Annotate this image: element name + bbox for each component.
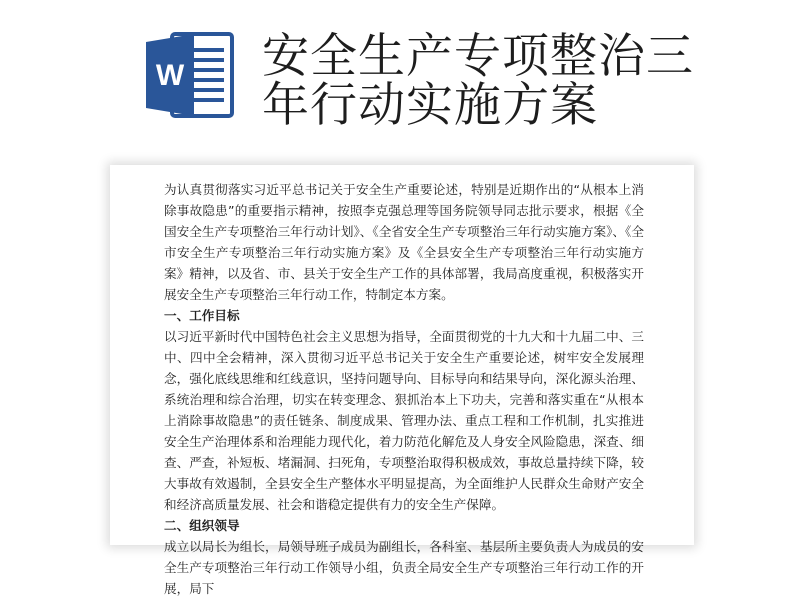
leadership-paragraph: 成立以局长为组长，局领导班子成员为副组长，各科室、基层所主要负责人为成员的安全生产专项整治三年行动工作领导小组，负责全局安全生产专项整治三年行动工作的开展，局下	[164, 539, 644, 596]
document-page	[110, 165, 694, 596]
section-heading-leadership: 二、组织领导	[164, 518, 240, 533]
goals-paragraph: 以习近平新时代中国特色社会主义思想为指导，全面贯彻党的十九大和十九届二中、三中、四中全会精神，深入贯彻习近平总书记关于安全生产重要论述，树牢安全发展理念，强化底线思维和红线意识，坚持问题导向、目标导向和结果导向，深化源头治理、系统治理和综合治理，切实在转变理念、狠抓治本上下功夫，完善和落实重在“从根本上消除事故隐患”的责任链条、制度成果、管理办法、重点工程和工作机制，扎实推进安全生产治理体系和治理能力现代化，着力防范化解危及人身安全风险隐患，深查、细查、严查，补短板、堵漏洞、扫死角，专项整治取得积极成效，事故总量持续下降，较大事故有效遏制，全县安全生产整体水平明显提高，为全面维护人民群众生命财产安全和经济高质量发展、社会和谐稳定提供有力的安全生产保障。	[164, 329, 644, 512]
svg-text:W: W	[155, 59, 185, 92]
intro-paragraph: 为认真贯彻落实习近平总书记关于安全生产重要论述，特别是近期作出的“从根本上消除事故隐患”的重要指示精神，按照李克强总理等国务院领导同志批示要求，根据《全国安全生产专项整治三年行动计划》、《全省安全生产专项整治三年行动实施方案》、《全市安全生产专项整治三年行动实施方案》及《全县安全生产专项整治三年行动实施方案》精神，以及省、市、县关于安全生产工作的具体部署，我局高度重视，积极落实开展安全生产专项整治三年行动工作，特制定本方案。	[164, 182, 644, 302]
document-body	[164, 179, 644, 599]
word-document-icon	[142, 28, 237, 122]
page-title-line-2: 年行动实施方案	[262, 78, 598, 133]
banner-header	[0, 0, 800, 160]
section-heading-goals: 一、工作目标	[164, 308, 240, 323]
page-title-line-1: 安全生产专项整治三	[262, 29, 694, 84]
